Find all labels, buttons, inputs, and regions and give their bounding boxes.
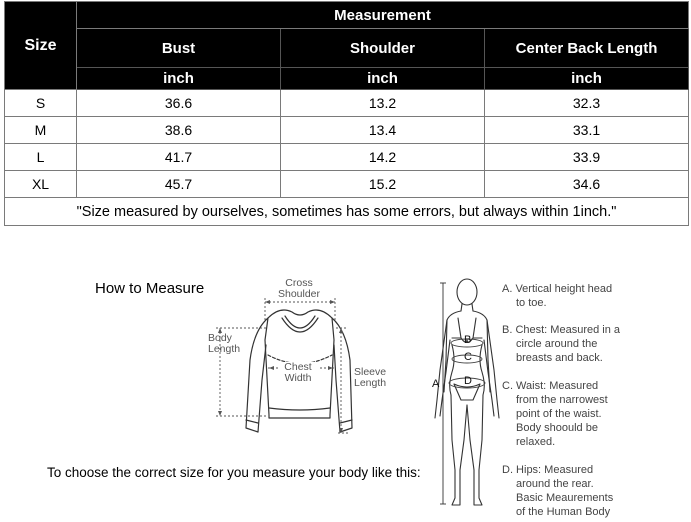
column-header-bust: Bust	[77, 29, 281, 68]
back-length-cell: 34.6	[485, 171, 689, 198]
note-a: A. Vertical height head to toe.	[502, 283, 613, 309]
back-length-cell: 33.9	[485, 144, 689, 171]
measurement-header: Measurement	[77, 2, 689, 29]
shoulder-cell: 13.4	[281, 117, 485, 144]
note-c: C. Waist: Measured from the narrowest point of the waist. Body shoould be relaxed.	[502, 380, 608, 448]
bust-cell: 38.6	[77, 117, 281, 144]
column-header-shoulder: Shoulder	[281, 29, 485, 68]
column-header-center-back-length: Center Back Length	[485, 29, 689, 68]
how-to-measure-title: How to Measure	[95, 280, 205, 297]
body-label-b: B	[464, 334, 472, 346]
sleeve-length-label: Sleeve Length	[354, 366, 387, 389]
note-d: D. Hips: Measured around the rear. Basic Meaurements of the Human Body	[502, 464, 614, 518]
shoulder-cell: 14.2	[281, 144, 485, 171]
bust-cell: 41.7	[77, 144, 281, 171]
bust-cell: 36.6	[77, 90, 281, 117]
table-footnote: "Size measured by ourselves, sometimes has some errors, but always within 1inch."	[5, 198, 689, 226]
body-length-label: Body Length	[208, 332, 241, 355]
size-cell: S	[5, 90, 77, 117]
size-cell: XL	[5, 171, 77, 198]
cross-shoulder-label: Cross Shoulder	[277, 277, 321, 300]
unit-label: inch	[281, 68, 485, 90]
unit-label: inch	[77, 68, 281, 90]
bust-cell: 45.7	[77, 171, 281, 198]
body-label-a: A	[432, 378, 440, 390]
shoulder-cell: 13.2	[281, 90, 485, 117]
size-cell: M	[5, 117, 77, 144]
body-label-d: D	[464, 375, 472, 387]
instruction-text: To choose the correct size for you measure your body like this:	[47, 465, 421, 480]
chest-width-label: Chest Width	[278, 362, 318, 384]
size-cell: L	[5, 144, 77, 171]
back-length-cell: 32.3	[485, 90, 689, 117]
size-header: Size	[5, 2, 77, 90]
back-length-cell: 33.1	[485, 117, 689, 144]
shoulder-cell: 15.2	[281, 171, 485, 198]
note-b: B. Chest: Measured in a circle around the breasts and back.	[502, 324, 621, 364]
unit-label: inch	[485, 68, 689, 90]
body-label-c: C	[464, 351, 472, 363]
